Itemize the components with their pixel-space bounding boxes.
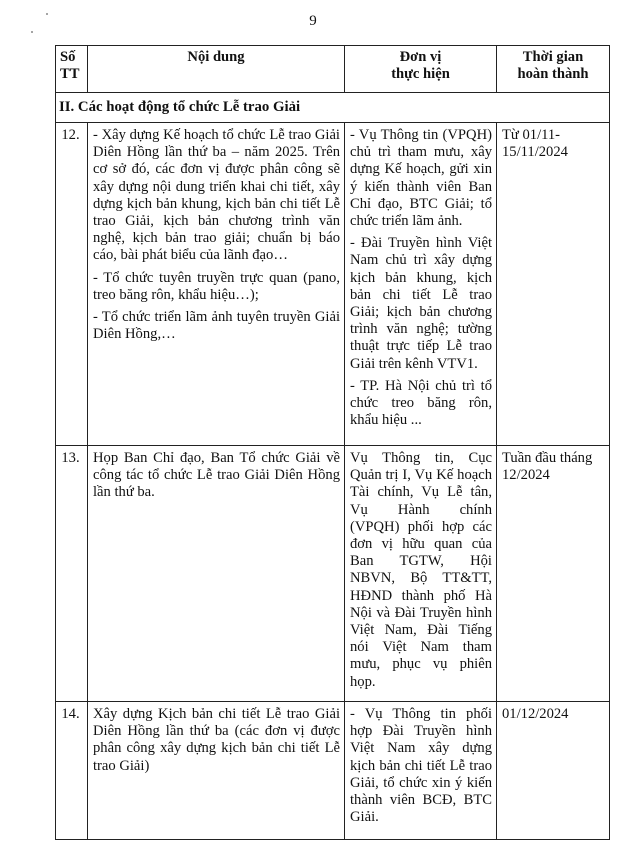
header-time-line: hoàn thành — [517, 66, 589, 82]
content-paragraph: Họp Ban Chỉ đạo, Ban Tổ chức Giải về công tác tổ chức Lễ trao Giải Diên Hồng lần thứ ba. — [93, 450, 340, 501]
row-time — [497, 123, 610, 446]
time-line: Từ 01/11- — [502, 127, 561, 143]
row-number: 13. — [56, 446, 88, 702]
header-no — [56, 46, 88, 93]
row-number: 12. — [56, 123, 88, 446]
page-number: 9 — [309, 13, 317, 29]
unit-paragraph: - Vụ Thông tin phối hợp Đài Truyền hình Việt Nam xây dựng kịch bản chi tiết Lễ trao Giải, tổ chức xin ý kiến thành viên BCĐ, BTC Giải. — [350, 706, 492, 826]
content-paragraph: Xây dựng Kịch bản chi tiết Lễ trao Giải Diên Hồng lần thứ ba (các đơn vị được phân công xây dựng kịch bản chi tiết Lễ trao Giải) — [93, 706, 340, 774]
scan-artifact — [31, 31, 33, 33]
time-line: Tuần đầu tháng — [502, 450, 593, 466]
plan-table — [55, 45, 610, 840]
row-content — [88, 702, 345, 840]
content-paragraph: - Tổ chức tuyên truyền trực quan (pano, treo băng rôn, khẩu hiệu…); — [93, 269, 340, 303]
time-line: 01/12/2024 — [502, 706, 569, 722]
table-header-row — [56, 46, 610, 93]
header-no-line: TT — [60, 66, 80, 82]
section-row — [56, 93, 610, 123]
header-unit — [345, 46, 497, 93]
header-no-line: Số — [60, 49, 76, 65]
time-line: 12/2024 — [502, 467, 550, 484]
time-line: 15/11/2024 — [502, 144, 568, 161]
row-time — [497, 702, 610, 840]
table-row — [56, 702, 610, 840]
unit-paragraph: - Đài Truyền hình Việt Nam chủ trì xây dựng kịch bản khung, kịch bản chi tiết Lễ trao Giải; kịch bản chương trình văn nghệ; tường thuật trực tiếp Lễ trao Giải trên kênh VTV1. — [350, 235, 492, 372]
row-unit — [345, 702, 497, 840]
row-unit — [345, 123, 497, 446]
header-content-label: Nội dung — [187, 49, 245, 65]
row-content — [88, 446, 345, 702]
unit-paragraph: - TP. Hà Nội chủ trì tổ chức treo băng rôn, khẩu hiệu ... — [350, 377, 492, 429]
content-paragraph: - Xây dựng Kế hoạch tổ chức Lễ trao Giải Diên Hồng lần thứ ba – năm 2025. Trên cơ sở đó, các đơn vị được phân công sẽ xây dựng nội dung triển khai chi tiết, xây dựng kịch bản khung, kịch bản chi tiết Lễ trao Giải, kịch bản chương trình văn nghệ, kịch bản trao giải; chuẩn bị báo cáo, bài phát biểu của lãnh đạo… — [93, 127, 340, 264]
header-unit-line: Đơn vị — [399, 49, 442, 65]
row-unit — [345, 446, 497, 702]
unit-paragraph: - Vụ Thông tin (VPQH) chủ trì tham mưu, xây dựng Kế hoạch, gửi xin ý kiến thành viên Ban Chỉ đạo, BTC Giải; tổ chức triển lãm ảnh. — [350, 127, 492, 230]
header-time — [497, 46, 610, 93]
header-unit-line: thực hiện — [391, 66, 450, 82]
unit-paragraph: Vụ Thông tin, Cục Quản trị I, Vụ Kế hoạch Tài chính, Vụ Lễ tân, Vụ Hành chính (VPQH) phối hợp các đơn vị hữu quan của Ban TGTW, Hội NBVN, Bộ TT&TT, HĐND thành phố Hà Nội và Đài Truyền hình Việt Nam, Đài Tiếng nói Việt Nam tham mưu, phục vụ phiên họp. — [350, 450, 492, 690]
header-content — [88, 46, 345, 93]
table-row — [56, 446, 610, 702]
row-time — [497, 446, 610, 702]
section-title: II. Các hoạt động tổ chức Lễ trao Giải — [56, 93, 610, 123]
row-number: 14. — [56, 702, 88, 840]
table-row — [56, 123, 610, 446]
content-paragraph: - Tổ chức triển lãm ảnh tuyên truyền Giải Diên Hồng,… — [93, 309, 340, 343]
header-time-line: Thời gian — [522, 49, 584, 65]
row-content — [88, 123, 345, 446]
